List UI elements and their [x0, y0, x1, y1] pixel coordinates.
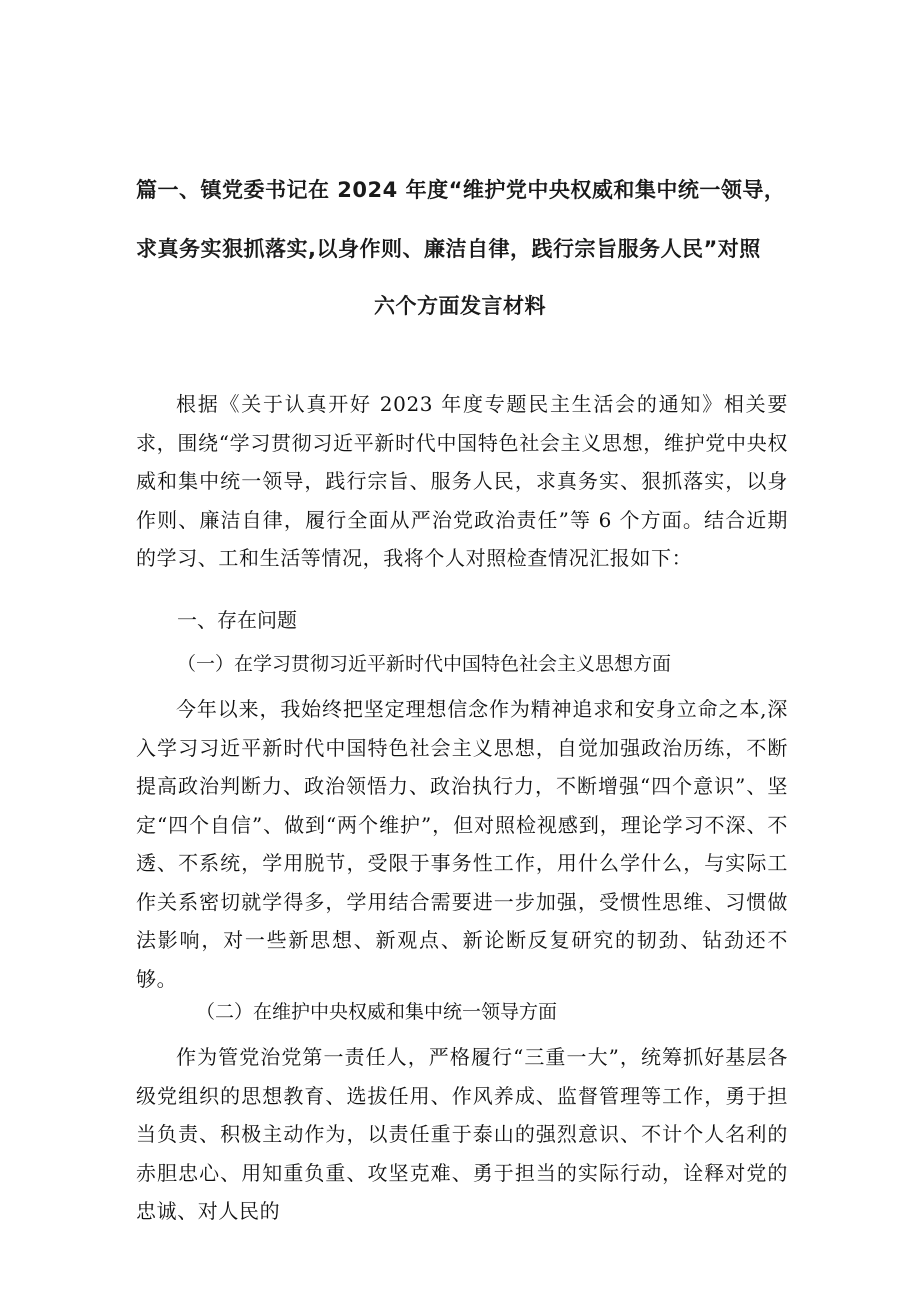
- intro-paragraph: 根据《关于认真开好 2023 年度专题民主生活会的通知》相关要求，围绕“学习贯彻习近平新时代中国特色社会主义思想，维护党中央权威和集中统一领导，践行宗旨、服务人民，求真务实、狠抓落实，以身作则、廉洁自律，履行全面从严治党政治责任”等 6 个方面。结合近期的学习、工和生活等情况，我将个人对照检查情况汇报如下：: [136, 392, 788, 570]
- subsection-1-paragraph: 今年以来，我始终把坚定理想信念作为精神追求和安身立命之本,深入学习习近平新时代中国特色社会主义思想，自觉加强政治历练，不断提高政治判断力、政治领悟力、政治执行力，不断增强“四个意识”、坚定“四个自信”、做到“两个维护”，但对照检视感到，理论学习不深、不透、不系统，学用脱节，受限于事务性工作，用什么学什么，与实际工作关系密切就学得多，学用结合需要进一步加强，受惯性思维、习惯做法影响，对一些新思想、新观点、新论断反复研究的韧劲、钻劲还不够。: [136, 697, 788, 991]
- document-title-line-1: 篇一、镇党委书记在 2024 年度“维护党中央权威和集中统一领导，: [136, 178, 786, 202]
- document-title-line-2: 求真务实狠抓落实,以身作则、廉洁自律，践行宗旨服务人民”对照: [136, 237, 761, 261]
- subsection-heading-1: （一）在学习贯彻习近平新时代中国特色社会主义思想方面: [177, 653, 672, 675]
- section-heading-problems: 一、存在问题: [177, 608, 297, 632]
- subsection-2-paragraph: 作为管党治党第一责任人，严格履行“三重一大”，统筹抓好基层各级党组织的思想教育、选拔任用、作风养成、监督管理等工作，勇于担当负责、积极主动作为，以责任重于泰山的强烈意识、不计个人名利的赤胆忠心、用知重负重、攻坚克难、勇于担当的实际行动，诠释对党的忠诚、对人民的: [136, 1045, 788, 1223]
- subsection-heading-2: （二）在维护中央权威和集中统一领导方面: [196, 1001, 558, 1023]
- document-title-line-3: 六个方面发言材料: [374, 294, 546, 318]
